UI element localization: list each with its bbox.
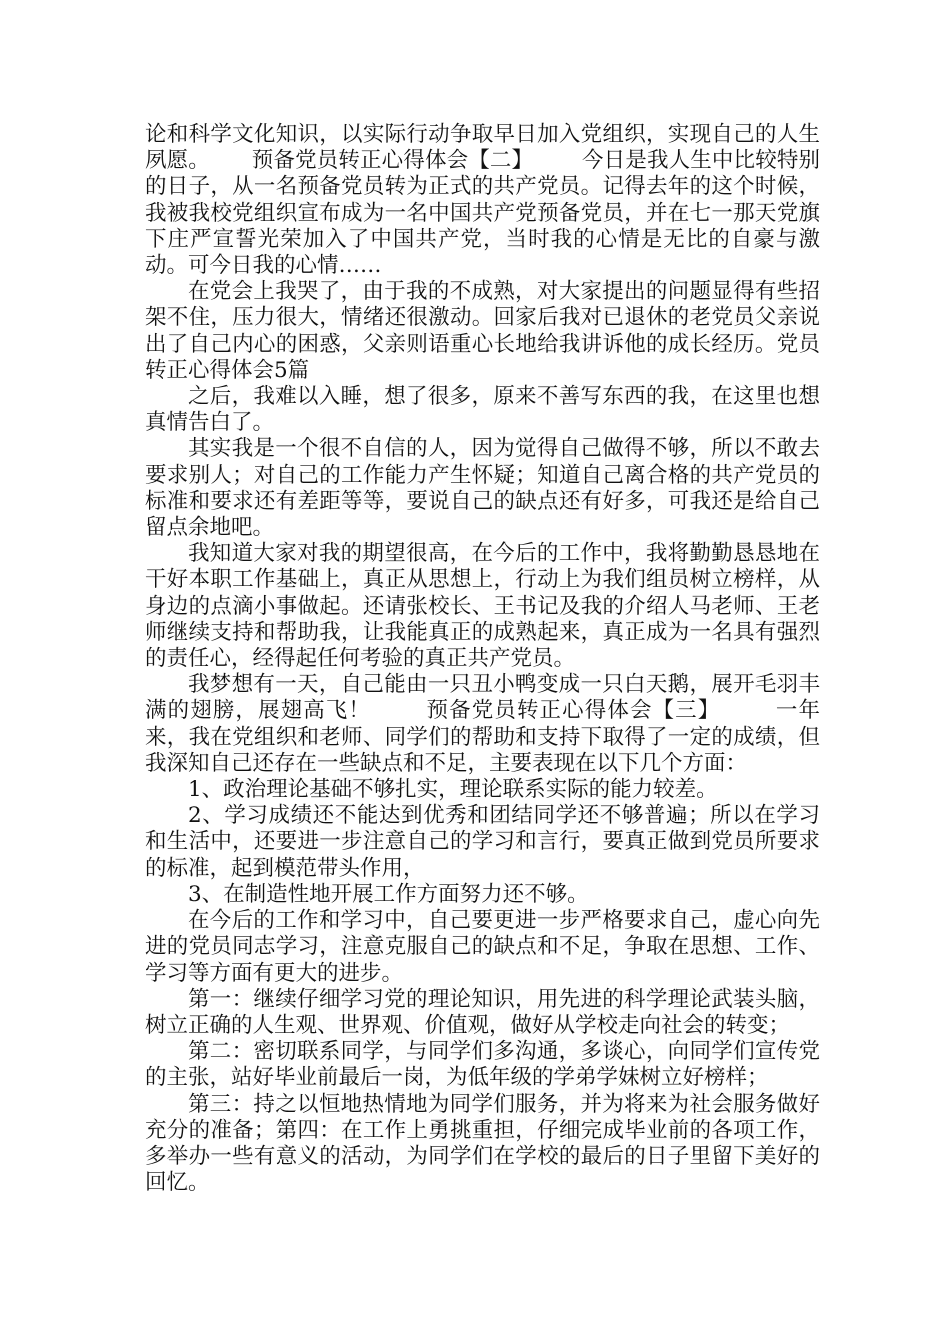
list-item-2: 2、学习成绩还不能达到优秀和团结同学还不够普遍；所以在学习和生活中，还要进一步注意自己的学习和言行，要真正做到党员所要求的标准，起到模范带头作用， <box>145 803 820 881</box>
list-item-1: 1、政治理论基础不够扎实，理论联系实际的能力较差。 <box>188 777 718 803</box>
point-third-fourth: 第三：持之以恒地热情地为同学们服务，并为将来为社会服务做好充分的准备；第四：在工作上勇挑重担，仔细完成毕业前的各项工作，多举办一些有意义的活动，为同学们在学校的最后的日子里留下美好的回忆。 <box>145 1091 820 1196</box>
paragraph-4: 其实我是一个很不自信的人，因为觉得自己做得不够，所以不敢去要求别人；对自己的工作能力产生怀疑；知道自己离合格的共产党员的标准和要求还有差距等等，要说自己的缺点还有好多，可我还是给自己留点余地吧。 <box>145 436 820 541</box>
point-second: 第二：密切联系同学，与同学们多沟通，多谈心，向同学们宣传党的主张，站好毕业前最后一岗，为低年级的学弟学妹树立好榜样； <box>145 1039 820 1091</box>
paragraph-6: 我梦想有一天，自己能由一只丑小鸭变成一只白天鹅，展开毛羽丰满的翅膀，展翅高飞！ 预备党员转正心得体会【三】 一年来，我在党组织和老师、同学们的帮助和支持下取得了一定的成绩，但我深知自己还存在一些缺点和不足，主要表现在以下几个方面： <box>145 672 820 776</box>
list-item-3: 3、在制造性地开展工作方面努力还不够。 <box>188 881 589 907</box>
point-first: 第一：继续仔细学习党的理论知识，用先进的科学理论武装头脑，树立正确的人生观、世界观、价值观，做好从学校走向社会的转变； <box>145 986 820 1038</box>
paragraph-3: 之后，我难以入睡，想了很多，原来不善写东西的我，在这里也想真情告白了。 <box>145 384 820 436</box>
paragraph-5: 我知道大家对我的期望很高，在今后的工作中，我将勤勤恳恳地在干好本职工作基础上，真正从思想上，行动上为我们组员树立榜样，从身边的点滴小事做起。还请张校长、王书记及我的介绍人马老师、王老师继续支持和帮助我，让我能真正的成熟起来，真正成为一名具有强烈的责任心，经得起任何考验的真正共产党员。 <box>145 541 820 672</box>
paragraph-2: 在党会上我哭了，由于我的不成熟，对大家提出的问题显得有些招架不住，压力很大，情绪还很激动。回家后我对已退休的老党员父亲说出了自己内心的困惑，父亲则语重心长地给我讲诉他的成长经历。党员转正心得体会5篇 <box>145 279 820 383</box>
document-page <box>145 122 820 1196</box>
paragraph-1: 论和科学文化知识，以实际行动争取早日加入党组织，实现自己的人生夙愿。 预备党员转正心得体会【二】 今日是我人生中比较特别的日子，从一名预备党员转为正式的共产党员。记得去年的这个时候，我被我校党组织宣布成为一名中国共产党预备党员，并在七一那天党旗下庄严宣誓光荣加入了中国共产党，当时我的心情是无比的自豪与激动。可今日我的心情…… <box>145 122 820 279</box>
paragraph-7: 在今后的工作和学习中，自己要更进一步严格要求自己，虚心向先进的党员同志学习，注意克服自己的缺点和不足，争取在思想、工作、学习等方面有更大的进步。 <box>145 908 820 986</box>
